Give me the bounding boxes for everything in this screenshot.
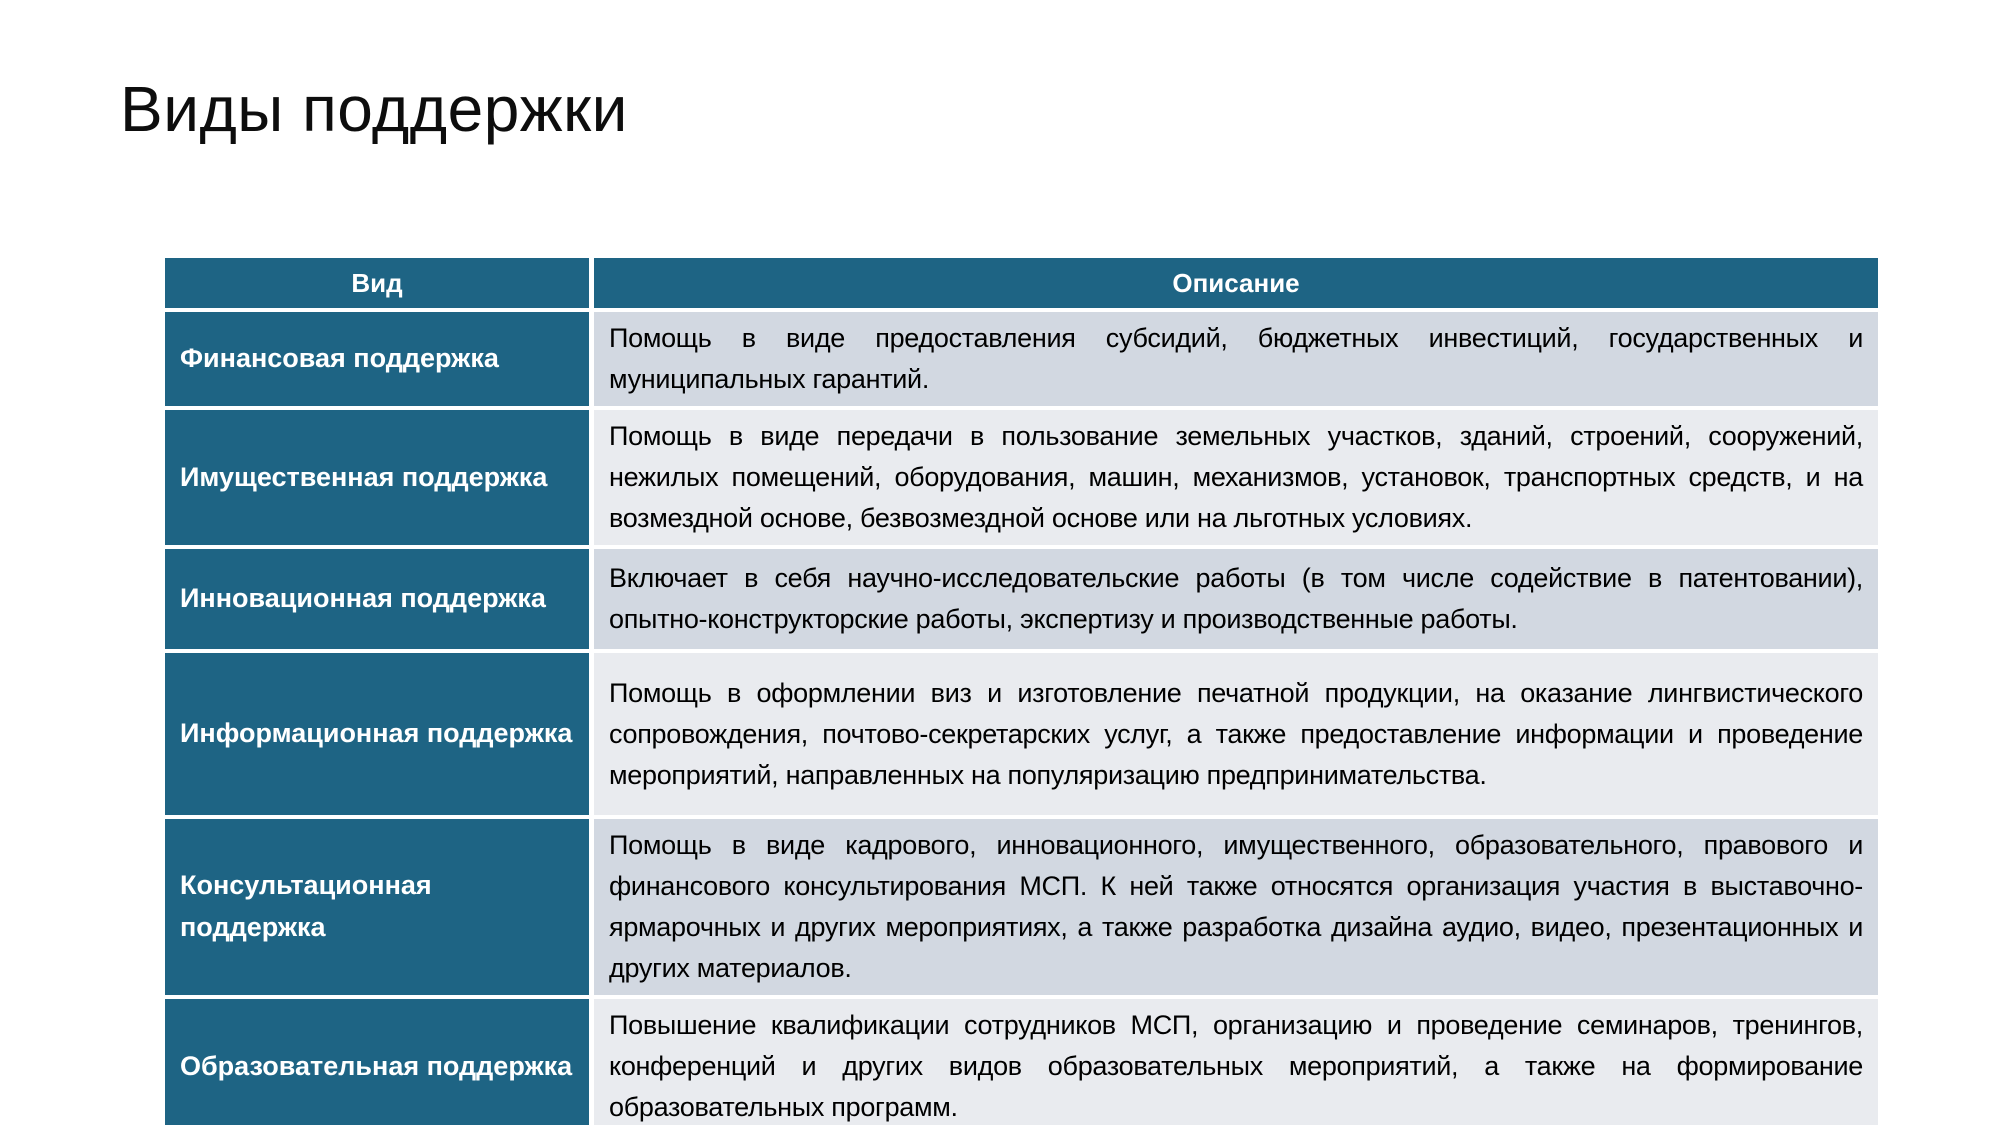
type-cell: Консультационная поддержка	[165, 819, 589, 995]
support-types-table	[165, 258, 1878, 1125]
description-text: Помощь в оформлении виз и изготовление печатной продукции, на оказание лингвистического сопровождения, почтово-секретарских услуг, а также предоставление информации и проведение мероприятий, направленных на популяризацию предпринимательства.	[609, 677, 1863, 790]
description-text: Помощь в виде предоставления субсидий, бюджетных инвестиций, государственных и муниципальных гарантий.	[609, 323, 1863, 395]
description-text: Помощь в виде кадрового, инновационного, имущественного, образовательного, правового и финансового консультирования МСП. К ней также относятся организация участия в выставочно-ярмарочных и других мероприятиях, а также разработка дизайна аудио, видео, презентационных и других материалов.	[609, 830, 1863, 984]
type-cell: Финансовая поддержка	[165, 312, 589, 406]
description-text: Помощь в виде передачи в пользование земельных участков, зданий, строений, сооружений, нежилых помещений, оборудования, машин, механизмов, установок, транспортных средств, и на возмездной основе, безвозмездной основе или на льготных условиях.	[609, 421, 1863, 534]
slide-title: Виды поддержки	[120, 73, 628, 145]
description-text: Повышение квалификации сотрудников МСП, организацию и проведение семинаров, тренингов, конференций и других видов образовательных мероприятий, а также на формирование образовательных программ.	[609, 1010, 1863, 1123]
table-row	[165, 549, 1878, 649]
table-row	[165, 819, 1878, 995]
description-cell	[594, 410, 1878, 545]
description-cell	[594, 549, 1878, 649]
type-cell: Образовательная поддержка	[165, 999, 589, 1125]
table-row	[165, 312, 1878, 406]
table-header-row	[165, 258, 1878, 308]
table-row	[165, 653, 1878, 815]
description-cell	[594, 999, 1878, 1125]
type-cell: Имущественная поддержка	[165, 410, 589, 545]
type-cell: Инновационная поддержка	[165, 549, 589, 649]
description-cell	[594, 653, 1878, 815]
description-text: Включает в себя научно-исследовательские работы (в том числе содействие в патентовании), опытно-конструкторские работы, экспертизу и производственные работы.	[609, 563, 1863, 635]
description-cell	[594, 312, 1878, 406]
type-column-header: Вид	[165, 258, 589, 308]
table-row	[165, 999, 1878, 1125]
table-row	[165, 410, 1878, 545]
description-cell	[594, 819, 1878, 995]
type-cell: Информационная поддержка	[165, 653, 589, 815]
description-column-header: Описание	[594, 258, 1878, 308]
